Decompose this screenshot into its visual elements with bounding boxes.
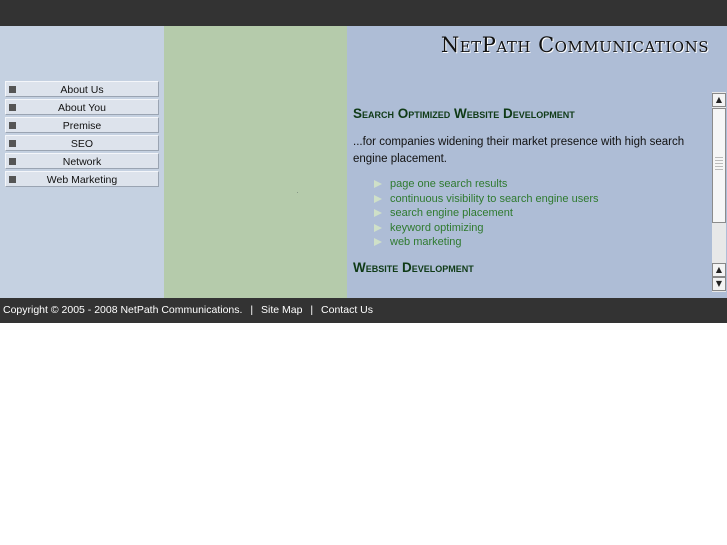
top-bar [0, 0, 727, 26]
contact-us-link[interactable]: Contact Us [321, 304, 373, 316]
list-item[interactable] [374, 235, 701, 250]
square-bullet-icon [9, 122, 16, 129]
list-item-label: search engine placement [390, 207, 513, 220]
list-item[interactable] [374, 192, 701, 207]
sidebar-item-about-us[interactable] [5, 81, 159, 97]
square-bullet-icon [9, 176, 16, 183]
middle-panel [164, 26, 347, 298]
footer-separator: | [250, 304, 254, 316]
site-map-link[interactable]: Site Map [261, 304, 303, 316]
section-heading-seo-development: Search Optimized Website Development [353, 106, 575, 121]
sidebar-item-web-marketing[interactable] [5, 171, 159, 187]
grip-icon [715, 157, 723, 171]
intro-paragraph: ...for companies widening their market presence with high search engine placement. [353, 136, 685, 165]
list-item[interactable] [374, 221, 701, 236]
triangle-bullet-icon [374, 195, 382, 203]
footer-separator: | [310, 304, 314, 316]
scroll-up-arrow-icon[interactable]: ▲ [712, 263, 726, 277]
content-scrollbar[interactable] [712, 92, 726, 292]
triangle-bullet-icon [374, 238, 382, 246]
triangle-bullet-icon [374, 209, 382, 217]
sidebar-item-about-you[interactable] [5, 99, 159, 115]
list-item-label: continuous visibility to search engine users [390, 192, 599, 205]
list-item[interactable] [374, 177, 701, 192]
list-item-label: keyword optimizing [390, 221, 484, 234]
sidebar-item-label: Web Marketing [46, 174, 118, 186]
copyright-text: Copyright © 2005 - 2008 NetPath Communications. [3, 304, 243, 316]
sidebar-nav [5, 81, 159, 189]
decorative-dot [297, 192, 298, 193]
triangle-bullet-icon [374, 224, 382, 232]
sidebar-item-label: SEO [70, 138, 94, 150]
section-heading-website-development: Website Development [353, 259, 474, 275]
footer-content [3, 298, 373, 323]
square-bullet-icon [9, 140, 16, 147]
scrollbar-thumb[interactable] [712, 108, 726, 223]
feature-list [353, 177, 701, 250]
scroll-up-arrow-icon[interactable]: ▲ [712, 93, 726, 107]
sidebar-item-label: Network [62, 156, 102, 168]
footer-bar [0, 298, 727, 323]
sidebar-item-network[interactable] [5, 153, 159, 169]
square-bullet-icon [9, 86, 16, 93]
square-bullet-icon [9, 158, 16, 165]
sidebar-item-label: About Us [60, 84, 104, 96]
list-item[interactable] [374, 206, 701, 221]
sidebar-item-label: Premise [62, 120, 102, 132]
list-item-label: page one search results [390, 178, 508, 190]
sidebar-item-label: About You [58, 102, 106, 114]
main-content [353, 106, 701, 280]
sidebar-item-premise[interactable] [5, 117, 159, 133]
content-panel [347, 26, 727, 298]
triangle-bullet-icon [374, 180, 382, 188]
sidebar-item-seo[interactable] [5, 135, 159, 151]
square-bullet-icon [9, 104, 16, 111]
list-item-label: web marketing [390, 236, 462, 249]
site-logo[interactable]: NetPath Communications [440, 33, 709, 57]
scroll-down-arrow-icon[interactable]: ▼ [712, 277, 726, 291]
